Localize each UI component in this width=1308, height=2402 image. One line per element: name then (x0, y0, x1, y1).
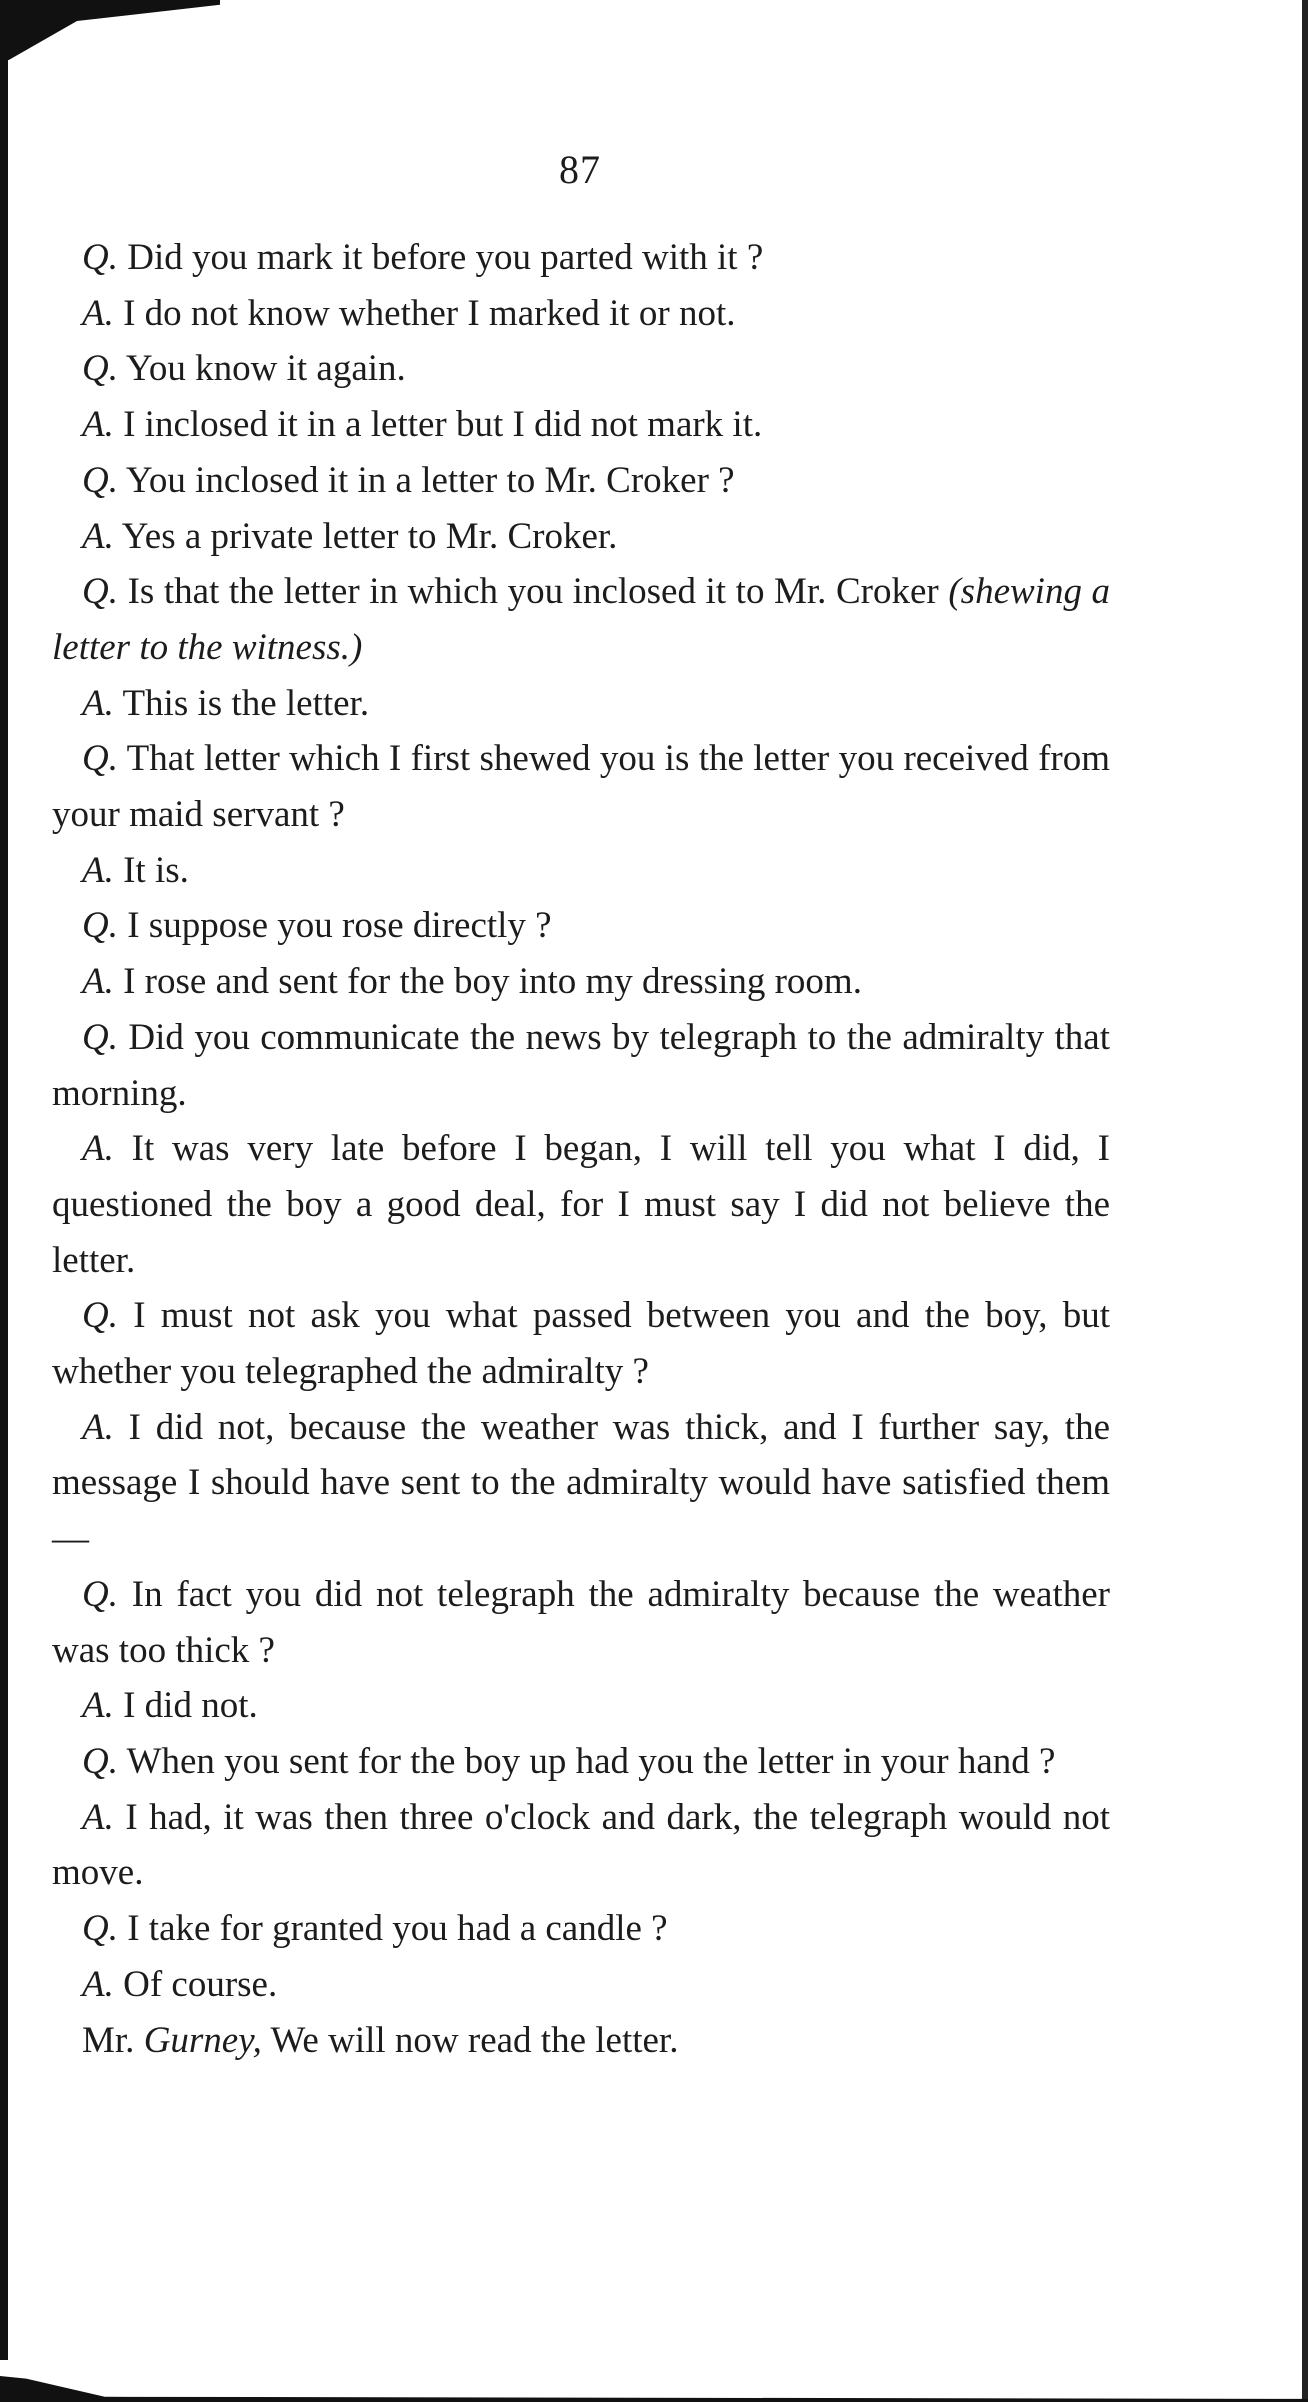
line-text: I did not. (123, 1685, 258, 1727)
line-17 (52, 1678, 1110, 1734)
stage-direction: (shewing a letter to the witness.) (52, 571, 1111, 668)
line-text: I must not ask you what passed between you and the boy, but whether you telegraphed the admiralty ? (52, 1295, 1110, 1393)
line-10 (52, 898, 1110, 954)
line-text: I rose and sent for the boy into my dressing room. (123, 961, 862, 1003)
speaker-label: A. (82, 1796, 114, 1838)
page-edge-right (1302, 0, 1308, 2402)
line-12 (52, 1010, 1110, 1121)
line-text: This is the letter. (122, 682, 370, 724)
speaker-label: A. (82, 404, 114, 446)
speaker-label: A. (82, 849, 114, 891)
line-11 (52, 954, 1110, 1010)
line-6 (52, 564, 1110, 675)
line-text: Did you mark it before you parted with it ? (127, 237, 764, 278)
line-text: In fact you did not telegraph the admiralty because the weather was too thick ? (52, 1573, 1111, 1671)
line-text: That letter which I first shewed you is the letter you received from your maid servant ? (52, 738, 1110, 836)
speaker-title: Mr. (82, 2019, 135, 2061)
speaker-label: Q. (82, 348, 118, 390)
line-text: Is that the letter in which you inclosed it to Mr. Croker (127, 571, 939, 613)
speaker-label: Q. (82, 905, 118, 947)
speaker-label: Q. (82, 571, 118, 613)
line-text: I suppose you rose directly ? (127, 905, 552, 947)
line-16 (52, 1567, 1110, 1678)
line-text: It was very late before I began, I will tell you what I did, I questioned the boy a good deal, for I must say I did not believe the letter. (52, 1128, 1110, 1281)
line-1 (52, 286, 1110, 342)
speaker-label: A. (82, 1128, 114, 1170)
speaker-label: A. (82, 682, 114, 724)
page-edge-top (0, 0, 220, 60)
speaker-label: A. (82, 515, 114, 557)
line-19 (52, 1790, 1110, 1901)
line-13 (52, 1121, 1110, 1288)
speaker-name: Gurney, (143, 2019, 262, 2061)
line-2 (52, 341, 1110, 397)
speaker-label: Q. (82, 459, 118, 501)
line-4 (52, 453, 1110, 509)
line-text: Did you communicate the news by telegraph to the admiralty that morning. (52, 1016, 1111, 1114)
speaker-label: A. (82, 292, 114, 334)
speaker-label: A. (82, 1406, 114, 1448)
line-text: Of course. (123, 1963, 278, 2005)
speaker-label: Q. (82, 237, 118, 278)
speaker-label: Q. (82, 1295, 118, 1337)
line-text: I inclosed it in a letter but I did not mark it. (123, 404, 763, 446)
speaker-label: Q. (82, 1908, 118, 1950)
line-text: I take for granted you had a candle ? (127, 1908, 668, 1950)
speaker-label: A. (82, 1963, 114, 2005)
speaker-label: Q. (82, 1740, 118, 1782)
speaker-label: A. (82, 1685, 114, 1727)
page-edge-left (0, 30, 8, 2360)
line-text: We will now read the letter. (270, 2019, 679, 2061)
line-0 (52, 230, 1110, 286)
line-text: It is. (123, 849, 189, 891)
line-text: I did not, because the weather was thick, and I further say, the message I should have sent to the admiralty would have satisfied them— (52, 1406, 1110, 1560)
line-5 (52, 509, 1110, 565)
speaker-label: A. (82, 961, 114, 1003)
line-14 (52, 1288, 1110, 1399)
line-3 (52, 397, 1110, 453)
line-20 (52, 1901, 1110, 1957)
line-text: I do not know whether I marked it or not. (123, 292, 736, 334)
line-text: I had, it was then three o'clock and dark, the telegraph would not move. (52, 1796, 1110, 1894)
line-22 (52, 2013, 1110, 2069)
line-text: When you sent for the boy up had you the letter in your hand ? (126, 1740, 1056, 1782)
transcript-body (52, 230, 1110, 2068)
line-text: You know it again. (125, 348, 406, 390)
line-15 (52, 1400, 1110, 1567)
line-9 (52, 843, 1110, 899)
page-edge-bottom (0, 2376, 1308, 2402)
line-7 (52, 676, 1110, 732)
line-18 (52, 1734, 1110, 1790)
speaker-label: Q. (82, 1573, 118, 1615)
line-text: You inclosed it in a letter to Mr. Croker ? (125, 459, 735, 501)
page-number: 87 (559, 147, 601, 192)
speaker-label: Q. (82, 1016, 118, 1058)
line-text: Yes a private letter to Mr. Croker. (121, 515, 618, 557)
speaker-label: Q. (82, 738, 118, 780)
line-21 (52, 1957, 1110, 2013)
line-8 (52, 731, 1110, 842)
